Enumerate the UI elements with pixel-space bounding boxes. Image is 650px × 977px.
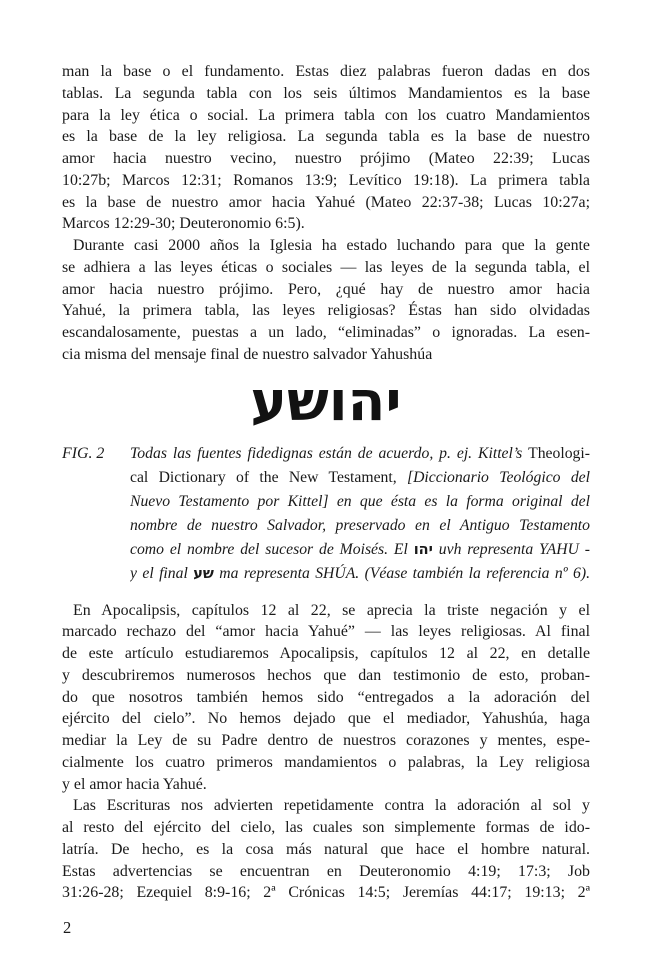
text-line bbox=[62, 213, 590, 235]
text-line bbox=[62, 300, 590, 322]
text-line bbox=[130, 562, 590, 586]
text-segment: 10:27b; Marcos 12:31; Romanos 13:9; Levítico 19:18). La primera tabla bbox=[62, 171, 590, 189]
text-segment: En Apocalipsis, capítulos 12 al 22, se aprecia la triste negación y el bbox=[73, 601, 590, 619]
figure-caption bbox=[62, 442, 590, 587]
hebrew-inline-text: שע bbox=[193, 566, 214, 583]
text-segment: amor hacia nuestro prójimo. Pero, ¿qué hay de nuestro amor hacia bbox=[62, 280, 590, 298]
text-line bbox=[62, 344, 590, 366]
text-segment: Nuevo Testamento por Kittel] en que ésta es la forma original del bbox=[130, 492, 590, 510]
text-line bbox=[62, 600, 590, 622]
text-line bbox=[62, 643, 590, 665]
text-segment: amor hacia nuestro vecino, nuestro prójimo (Mateo 22:39; Lucas bbox=[62, 150, 590, 167]
text-line bbox=[130, 514, 590, 538]
paragraph bbox=[62, 795, 590, 904]
text-line bbox=[62, 839, 590, 861]
text-line bbox=[62, 61, 590, 83]
text-segment: y el final bbox=[130, 565, 194, 583]
text-segment: mediar la Ley de su Padre dentro de nuestros corazones y mentes, espe- bbox=[62, 732, 590, 750]
text-line bbox=[62, 708, 590, 730]
text-line bbox=[62, 322, 590, 344]
page-number: 2 bbox=[63, 918, 72, 937]
text-segment: se adhiera a las leyes éticas o sociales — las leyes de la segunda tabla, el bbox=[62, 258, 590, 276]
text-segment: Las Escrituras nos advierten repetidamente contra la adoración al sol y bbox=[73, 797, 590, 815]
paragraph bbox=[62, 235, 590, 366]
text-segment: ma representa SHÚA. (Véase también la referencia nº 6). bbox=[213, 565, 590, 583]
text-segment: cia misma del mensaje final de nuestro salvador Yahushúa bbox=[62, 345, 433, 363]
text-line bbox=[130, 442, 590, 466]
text-line bbox=[62, 882, 590, 904]
text-line bbox=[62, 192, 590, 214]
text-line bbox=[62, 795, 590, 817]
text-segment: [Diccionario Teológico del bbox=[406, 468, 590, 486]
text-segment: para la ley ética o social. La primera tabla con los cuatro Mandamientos bbox=[62, 106, 590, 124]
text-segment: tablas. La segunda tabla con los seis últimos Mandamientos es la base bbox=[62, 84, 590, 102]
text-line bbox=[62, 257, 590, 279]
text-segment: Todas las fuentes fidedignas están de acuerdo, p. ej. Kittel’s bbox=[130, 444, 529, 462]
text-segment: es la base de nuestro amor hacia Yahué (Mateo 22:37-38; Lucas 10:27a; bbox=[62, 193, 590, 211]
text-line bbox=[130, 538, 590, 562]
text-segment: Yahué, la primera tabla, las leyes religiosas? Éstas han sido olvidadas bbox=[62, 302, 590, 320]
text-line bbox=[62, 126, 590, 148]
text-line bbox=[62, 83, 590, 105]
roman-text-segment: cal Dictionary of the New Testament, bbox=[130, 468, 407, 486]
paragraph bbox=[62, 600, 590, 796]
text-segment: latría. De hecho, es la cosa más natural que hace el hombre natural. bbox=[62, 840, 590, 858]
text-line bbox=[62, 730, 590, 752]
text-segment: como el nombre del sucesor de Moisés. El bbox=[130, 541, 414, 559]
page-text-column bbox=[62, 61, 590, 904]
text-segment: al resto del ejército del cielo, las cuales son simplemente formas de ido- bbox=[62, 819, 590, 837]
paragraph bbox=[62, 61, 590, 235]
text-segment: uvh representa YAHU - bbox=[432, 541, 590, 559]
text-segment: Marcos 12:29-30; Deuteronomio 6:5). bbox=[62, 215, 305, 233]
text-line bbox=[62, 687, 590, 709]
hebrew-name-display: יהושע bbox=[250, 368, 402, 433]
text-segment: Durante casi 2000 años la Iglesia ha estado luchando para que la gente bbox=[73, 237, 590, 254]
text-segment: y el amor hacia Yahué. bbox=[62, 775, 207, 793]
roman-text-segment: Theologi- bbox=[528, 444, 590, 462]
text-segment: do que nosotros también hemos sido “entregados a la adoración del bbox=[62, 688, 590, 706]
text-line bbox=[130, 466, 590, 490]
text-line bbox=[62, 621, 590, 643]
text-line bbox=[62, 774, 590, 796]
text-segment: cialmente los cuatro primeros mandamientos o palabras, la Ley religiosa bbox=[62, 753, 590, 771]
text-segment: ejército del cielo”. No hemos dejado que el mediador, Yahushúa, haga bbox=[62, 710, 590, 728]
text-segment: 31:26-28; Ezequiel 8:9-16; 2ª Crónicas 14:5; Jeremías 44:17; 19:13; 2ª bbox=[62, 884, 590, 902]
text-segment: de este artículo estudiaremos Apocalipsis, capítulos 12 al 22, en detalle bbox=[62, 645, 590, 663]
text-segment: nombre de nuestro Salvador, preservado en el Antiguo Testamento bbox=[130, 517, 590, 535]
text-line bbox=[62, 752, 590, 774]
text-line bbox=[62, 235, 590, 257]
text-line bbox=[62, 665, 590, 687]
text-line bbox=[62, 279, 590, 301]
text-line bbox=[62, 170, 590, 192]
text-segment: es la base de la ley religiosa. La segunda tabla es la base de nuestro bbox=[62, 128, 590, 146]
hebrew-inline-text: יהו bbox=[413, 542, 433, 559]
text-segment: Estas advertencias se encuentran en Deuteronomio 4:19; 17:3; Job bbox=[62, 862, 590, 880]
text-segment: y descubriremos numerosos hechos que dan testimonio de esto, proban- bbox=[62, 666, 590, 684]
text-line bbox=[62, 105, 590, 127]
text-segment: escandalosamente, puestas a un lado, “eliminadas” o ignoradas. La esen- bbox=[62, 324, 590, 341]
figure-caption-label: FIG. 2 bbox=[62, 444, 105, 462]
text-line bbox=[62, 817, 590, 839]
figure-caption-text bbox=[130, 442, 590, 587]
text-segment: man la base o el fundamento. Estas diez palabras fueron dadas en dos bbox=[62, 63, 590, 80]
text-line bbox=[62, 148, 590, 170]
text-line bbox=[130, 490, 590, 514]
text-line bbox=[62, 861, 590, 883]
text-segment: marcado rechazo del “amor hacia Yahué” — las leyes religiosas. Al final bbox=[62, 623, 590, 641]
